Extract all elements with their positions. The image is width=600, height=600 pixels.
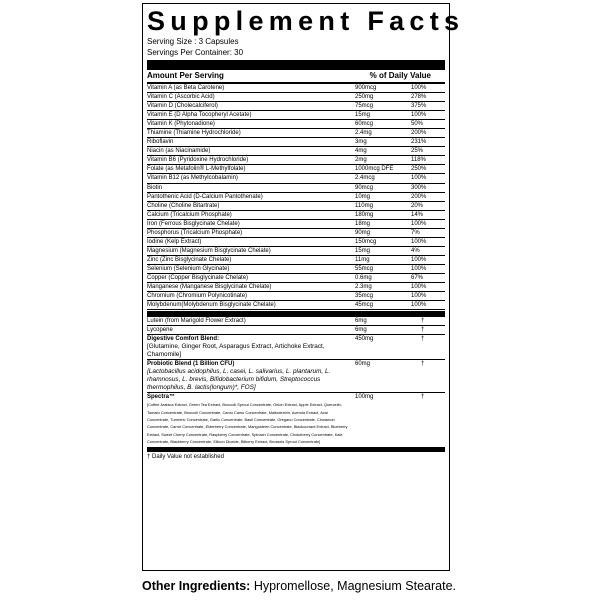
nutrient-name: Choline (Choline Bitartrate) bbox=[147, 202, 220, 209]
nutrient-amount: 11mg bbox=[355, 256, 370, 263]
nutrient-row bbox=[147, 283, 445, 292]
nutrient-amount: 18mg bbox=[355, 220, 371, 227]
nutrient-row bbox=[147, 292, 445, 301]
nutrient-row bbox=[147, 93, 445, 102]
nutrient-amount: 90mcg bbox=[355, 184, 374, 191]
blend-dv: † bbox=[421, 336, 425, 343]
other-amount: 6mg bbox=[355, 318, 367, 325]
nutrient-name: Calcium (Tricalcium Phosphate) bbox=[147, 211, 232, 218]
nutrient-row bbox=[147, 265, 445, 274]
nutrient-name: Riboflavin bbox=[147, 139, 174, 146]
nutrient-amount: 2mg bbox=[355, 157, 367, 164]
nutrient-name: Selenium (Selenium Glycinate) bbox=[147, 265, 230, 272]
other-ingredients-label: Other Ingredients: bbox=[142, 579, 251, 593]
nutrient-name: Vitamin B6 (Pyridoxine Hydrochloride) bbox=[147, 157, 249, 164]
nutrient-row bbox=[147, 193, 445, 202]
nutrient-amount: 150mcg bbox=[355, 238, 377, 245]
nutrient-amount: 4mg bbox=[355, 148, 367, 155]
other-dv: † bbox=[421, 318, 425, 325]
nutrient-row bbox=[147, 184, 445, 193]
amount-per-serving-header: Amount Per Serving bbox=[147, 71, 224, 80]
nutrient-row bbox=[147, 138, 445, 147]
nutrient-name: Niacin (as Niacinamide) bbox=[147, 148, 211, 155]
nutrient-row bbox=[147, 256, 445, 265]
nutrient-row bbox=[147, 147, 445, 156]
nutrient-dv: 200% bbox=[411, 130, 427, 137]
nutrient-amount: 250mg bbox=[355, 94, 374, 101]
nutrient-amount: 15mg bbox=[355, 247, 371, 254]
blend-amount: 60mg bbox=[355, 361, 371, 368]
nutrient-amount: 10mg bbox=[355, 193, 371, 200]
nutrient-row bbox=[147, 202, 445, 211]
nutrient-name: Vitamin E (D Alpha Tocopheryl Acetate) bbox=[147, 112, 252, 119]
nutrient-row bbox=[147, 238, 445, 247]
blend-cell bbox=[147, 360, 355, 391]
nutrient-dv: 100% bbox=[411, 85, 427, 91]
other-amount: 6mg bbox=[355, 327, 367, 334]
nutrient-dv: 231% bbox=[411, 139, 427, 146]
nutrient-amount: 90mg bbox=[355, 229, 371, 236]
nutrient-amount: 75mcg bbox=[355, 103, 374, 110]
nutrient-name: Phosphorus (Tricalcium Phosphate) bbox=[147, 229, 243, 236]
nutrient-row bbox=[147, 301, 445, 310]
nutrient-row bbox=[147, 247, 445, 256]
blend-cell bbox=[147, 335, 355, 358]
nutrient-row bbox=[147, 84, 445, 93]
nutrient-name: Vitamin D (Cholecalciferol) bbox=[147, 103, 218, 110]
nutrient-dv: 200% bbox=[411, 193, 427, 200]
nutrient-name: Manganese (Manganese Bisglycinate Chelate) bbox=[147, 284, 272, 291]
footnote: † Daily Value not established bbox=[147, 453, 224, 460]
nutrient-amount: 60mcg bbox=[355, 121, 374, 128]
nutrient-name: Iron (Ferrous Bisglycinate Chelate) bbox=[147, 220, 240, 227]
nutrient-amount: 55mcg bbox=[355, 265, 374, 272]
nutrient-dv: 100% bbox=[411, 284, 427, 291]
blend-title: Probiotic Blend (1 Billion CFU) bbox=[147, 361, 235, 368]
blend-title: Digestive Comfort Blend: bbox=[147, 336, 220, 343]
nutrient-dv: 100% bbox=[411, 256, 427, 263]
nutrient-row bbox=[147, 274, 445, 283]
nutrient-dv: 278% bbox=[411, 94, 427, 101]
nutrient-dv: 50% bbox=[411, 121, 424, 128]
thick-divider bbox=[147, 60, 445, 70]
table-header bbox=[147, 70, 445, 84]
other-ingredients-value: Hypromellose, Magnesium Stearate. bbox=[250, 579, 456, 593]
nutrient-row bbox=[147, 111, 445, 120]
nutrient-amount: 45mcg bbox=[355, 302, 374, 309]
serving-size: Serving Size : 3 Capsules bbox=[147, 37, 239, 46]
nutrient-name: Vitamin A (as Beta Carotene) bbox=[147, 85, 225, 91]
blend-amount: 450mg bbox=[355, 336, 374, 343]
panel-title: Supplement Facts bbox=[147, 6, 465, 36]
nutrient-dv: 20% bbox=[411, 202, 424, 209]
nutrient-amount: 110mg bbox=[355, 202, 373, 209]
nutrient-dv: 100% bbox=[411, 220, 427, 227]
nutrient-amount: 2.4mg bbox=[355, 130, 372, 137]
nutrient-dv: 100% bbox=[411, 302, 427, 309]
blend-ingredients: [Lactobacillus acidophilus, L. casei, L. salivarius, L. plantarum, L. rhamnosus, L. brevis, Bifidobacterium bifidum, Streptococcus thermophilus, B. lactis(longum)*, FOS] bbox=[147, 368, 331, 391]
spectra-row bbox=[147, 393, 445, 445]
nutrient-amount: 2.3mg bbox=[355, 284, 372, 291]
nutrient-dv: 300% bbox=[411, 184, 427, 191]
blend-ingredients: [Glutamine, Ginger Root, Asparagus Extract, Artichoke Extract, Chamomile] bbox=[147, 343, 325, 358]
nutrient-name: Vitamin K (Phytonadione) bbox=[147, 121, 215, 128]
nutrient-amount: 900mcg bbox=[355, 85, 377, 91]
nutrient-amount: 180mg bbox=[355, 211, 374, 218]
nutrient-amount: 1000mcg DFE bbox=[355, 166, 394, 173]
blend-row bbox=[147, 335, 445, 360]
nutrient-row bbox=[147, 102, 445, 111]
nutrient-dv: 100% bbox=[411, 238, 427, 245]
supplement-facts-panel bbox=[142, 3, 465, 571]
nutrient-dv: 4% bbox=[411, 247, 420, 254]
nutrient-name: Magnesium (Magnesium Bisglycinate Chelate) bbox=[147, 247, 271, 254]
nutrient-dv: 67% bbox=[411, 274, 424, 281]
servings-per-container: Servings Per Container: 30 bbox=[147, 48, 244, 57]
nutrient-dv: 100% bbox=[411, 293, 427, 300]
other-ingredients bbox=[142, 578, 456, 594]
blend-list bbox=[147, 335, 445, 393]
other-dv: † bbox=[421, 327, 425, 334]
blend-row bbox=[147, 360, 445, 393]
nutrient-row bbox=[147, 156, 445, 165]
other-row bbox=[147, 326, 445, 335]
nutrient-row bbox=[147, 120, 445, 129]
spectra-ingredients: [Coffee Arabica Extract, Green Tea Extract, Broccoli Sprout Concentrate, Onion Extract, Apple Extract, Quercetin, Tomato Concentrate, Broccoli Concentrate, Camu Camu Concentrate, Maltodextrin, Acerola Extract, Acai Concentrate, Turmeric Concentrate, Garlic Concentrate, Basil Concentrate, Oregano Concentrate, Cinnamon Concentrate, Carrot Concentrate, Elderberry Concentrate, Mangosteen Concentrate, Blackcurrant Extract, Blueberry Extract, Sweet Cherry Concentrate, Raspberry Concentrate, Spinach Concentrate, Chokeberry Concentrate, Kale Concentrate, Blackberry Concentrate, Silicon Dioxide, Bilberry Extract, Brussels Sprout Concentrate] bbox=[147, 402, 348, 445]
nutrient-dv: 100% bbox=[411, 265, 427, 272]
nutrient-name: Biotin bbox=[147, 184, 163, 191]
nutrient-dv: 250% bbox=[411, 166, 427, 173]
nutrient-name: Zinc (Zinc Bisglycinate Chelate) bbox=[147, 256, 232, 263]
nutrient-name: Vitamin B12 (as Methylcobalamin) bbox=[147, 175, 238, 182]
nutrient-name: Molybdenum(Molybdenum Bisglycinate Chelate) bbox=[147, 302, 276, 309]
spectra-amount: 100mg bbox=[355, 394, 374, 401]
nutrient-dv: 375% bbox=[411, 103, 427, 110]
nutrient-name: Vitamin C (Ascorbic Acid) bbox=[147, 94, 215, 101]
nutrient-name: Pantothenic Acid (D-Calcium Pantothenate) bbox=[147, 193, 263, 200]
nutrient-row bbox=[147, 129, 445, 138]
other-row bbox=[147, 317, 445, 326]
nutrient-dv: 14% bbox=[411, 211, 424, 218]
nutrient-amount: 0.6mg bbox=[355, 274, 372, 281]
nutrient-amount: 35mcg bbox=[355, 293, 374, 300]
nutrient-amount: 2.4mcg bbox=[355, 175, 375, 182]
spectra-title: Spectra™ bbox=[147, 394, 176, 401]
nutrient-dv: 25% bbox=[411, 148, 424, 155]
other-list bbox=[147, 317, 445, 335]
nutrient-row bbox=[147, 165, 445, 174]
nutrient-name: Folate (as Metafolin® L-Methylfolate) bbox=[147, 166, 246, 173]
nutrient-amount: 3mg bbox=[355, 139, 367, 146]
nutrient-dv: 100% bbox=[411, 112, 427, 119]
other-name: Lutein (from Marigold Flower Extract) bbox=[147, 318, 246, 325]
nutrient-row bbox=[147, 229, 445, 238]
nutrient-name: Copper (Copper Bisglycinate Chelate) bbox=[147, 274, 249, 281]
other-name: Lycopene bbox=[147, 327, 173, 334]
nutrient-row bbox=[147, 220, 445, 229]
nutrient-dv: 118% bbox=[411, 157, 426, 164]
nutrient-list bbox=[147, 84, 445, 310]
daily-value-header: % of Daily Value bbox=[369, 71, 431, 80]
spectra-dv: † bbox=[421, 394, 425, 401]
nutrient-name: Thiamine (Thiamine Hydrochloride) bbox=[147, 130, 241, 137]
nutrient-row bbox=[147, 211, 445, 220]
nutrient-name: Chromium (Chromium Polynicotinate) bbox=[147, 293, 248, 300]
blend-dv: † bbox=[421, 361, 425, 368]
nutrient-amount: 15mg bbox=[355, 112, 371, 119]
nutrient-dv: 7% bbox=[411, 229, 420, 236]
nutrient-dv: 100% bbox=[411, 175, 427, 182]
nutrient-row bbox=[147, 174, 445, 183]
nutrient-name: Iodine (Kelp Extract) bbox=[147, 238, 202, 245]
